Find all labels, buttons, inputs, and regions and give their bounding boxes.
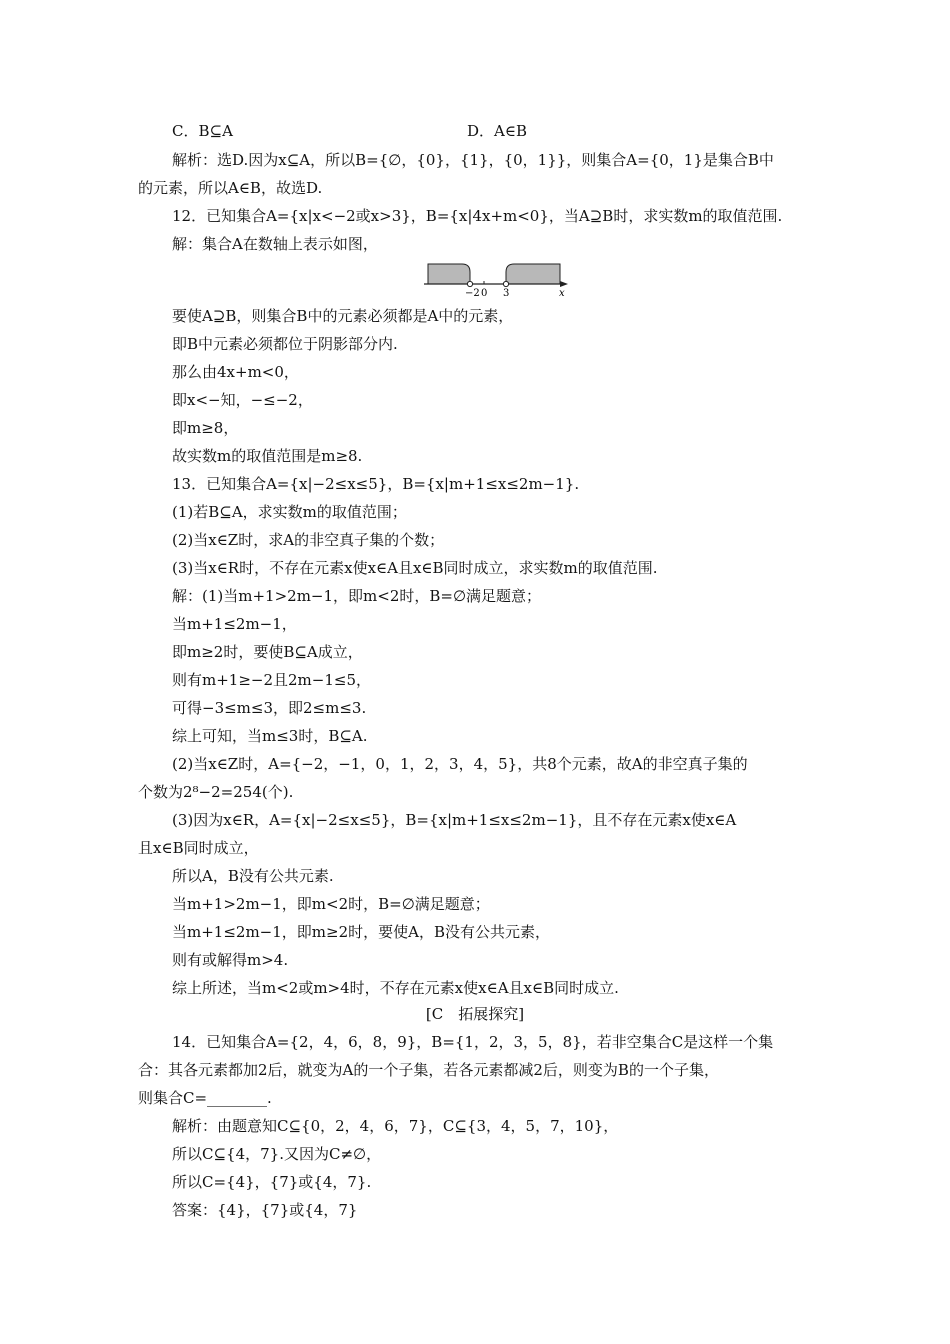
tick-label-neg2: −2	[465, 288, 480, 298]
q13-solution-line: 则有m+1≥−2且2m−1≤5，	[172, 671, 372, 689]
q11-solution-line: 的元素，所以A∈B，故选D.	[138, 179, 323, 197]
q13-solution-line: 当m+1≤2m−1，	[172, 615, 297, 633]
section-heading: [C 拓展探究]	[425, 1005, 525, 1023]
q13-solution-line: (3)因为x∈R，A={x|−2≤x≤5}，B={x|m+1≤x≤2m−1}，且不存在元素x使x∈A	[172, 811, 737, 829]
q13-solution-line: 个数为2⁸−2=254(个).	[138, 783, 294, 801]
q11-solution-line: 解析：选D.因为x⊆A，所以B={∅，{0}，{1}，{0，1}}，则集合A={0，1}是集合B中	[172, 151, 774, 169]
number-line-figure	[420, 258, 570, 298]
q13-solution-line: 当m+1>2m−1，即m<2时，B=∅满足题意；	[172, 895, 490, 913]
q14-solution-line: 解析：由题意知C⊆{0，2，4，6，7}，C⊆{3，4，5，7，10}，	[172, 1117, 619, 1135]
q13-part-3: (3)当x∈R时，不存在元素x使x∈A且x∈B同时成立，求实数m的取值范围.	[172, 559, 658, 577]
q12-solution-line: 故实数m的取值范围是m≥8.	[172, 447, 363, 465]
q13-solution-line: 且x∈B同时成立，	[138, 839, 259, 857]
option-d: D．A∈B	[467, 122, 527, 140]
q12-solution-line: 那么由4x+m<0，	[172, 363, 299, 381]
q13-solution-line: 解：(1)当m+1>2m−1，即m<2时，B=∅满足题意；	[172, 587, 542, 605]
q12-solution-line: 即B中元素必须都位于阴影部分内.	[172, 335, 398, 353]
q14-statement: 14．已知集合A={2，4，6，8，9}，B={1，2，3，5，8}，若非空集合C是这样一个集	[172, 1033, 774, 1051]
q14-solution-line: 所以C={4}，{7}或{4，7}.	[172, 1173, 372, 1191]
q13-part-1: (1)若B⊆A，求实数m的取值范围；	[172, 503, 407, 521]
tick-label-0: 0	[481, 288, 488, 298]
q13-solution-line: 可得−3≤m≤3，即2≤m≤3.	[172, 699, 367, 717]
q13-part-2: (2)当x∈Z时，求A的非空真子集的个数；	[172, 531, 445, 549]
q14-statement: 则集合C=________.	[138, 1089, 272, 1107]
q13-solution-line: 综上所述，当m<2或m>4时，不存在元素x使x∈A且x∈B同时成立.	[172, 979, 619, 997]
q12-statement: 12．已知集合A={x|x<−2或x>3}，B={x|4x+m<0}，当A⊇B时，求实数m的取值范围.	[172, 207, 783, 225]
q14-solution-line: 所以C⊆{4，7}.又因为C≠∅，	[172, 1145, 382, 1163]
q13-solution-line: 当m+1≤2m−1，即m≥2时，要使A，B没有公共元素，	[172, 923, 550, 941]
q13-solution-line: 综上可知，当m≤3时，B⊆A.	[172, 727, 368, 745]
axis-label: x	[559, 288, 565, 298]
option-c: C．B⊆A	[172, 122, 233, 140]
tick-label-3: 3	[503, 288, 510, 298]
q13-statement: 13．已知集合A={x|−2≤x≤5}，B={x|m+1≤x≤2m−1}.	[172, 475, 580, 493]
q13-solution-line: 即m≥2时，要使B⊆A成立，	[172, 643, 363, 661]
axis-arrow-icon	[560, 281, 568, 287]
q14-statement: 合：其各元素都加2后，就变为A的一个子集，若各元素都减2后，则变为B的一个子集，	[138, 1061, 719, 1079]
q12-solution-line: 即m≥8，	[172, 419, 239, 437]
q13-solution-line: 所以A，B没有公共元素.	[172, 867, 334, 885]
q12-solution-line: 要使A⊇B，则集合B中的元素必须都是A中的元素，	[172, 307, 514, 325]
q12-solution-line: 解：集合A在数轴上表示如图，	[172, 235, 378, 253]
q14-answer: 答案：{4}，{7}或{4，7}	[172, 1201, 358, 1219]
q12-solution-line: 即x<−知，−≤−2，	[172, 391, 313, 409]
q13-solution-line: (2)当x∈Z时，A={−2，−1，0，1，2，3，4，5}，共8个元素，故A的非空真子集的	[172, 755, 748, 773]
q13-solution-line: 则有或解得m>4.	[172, 951, 289, 969]
